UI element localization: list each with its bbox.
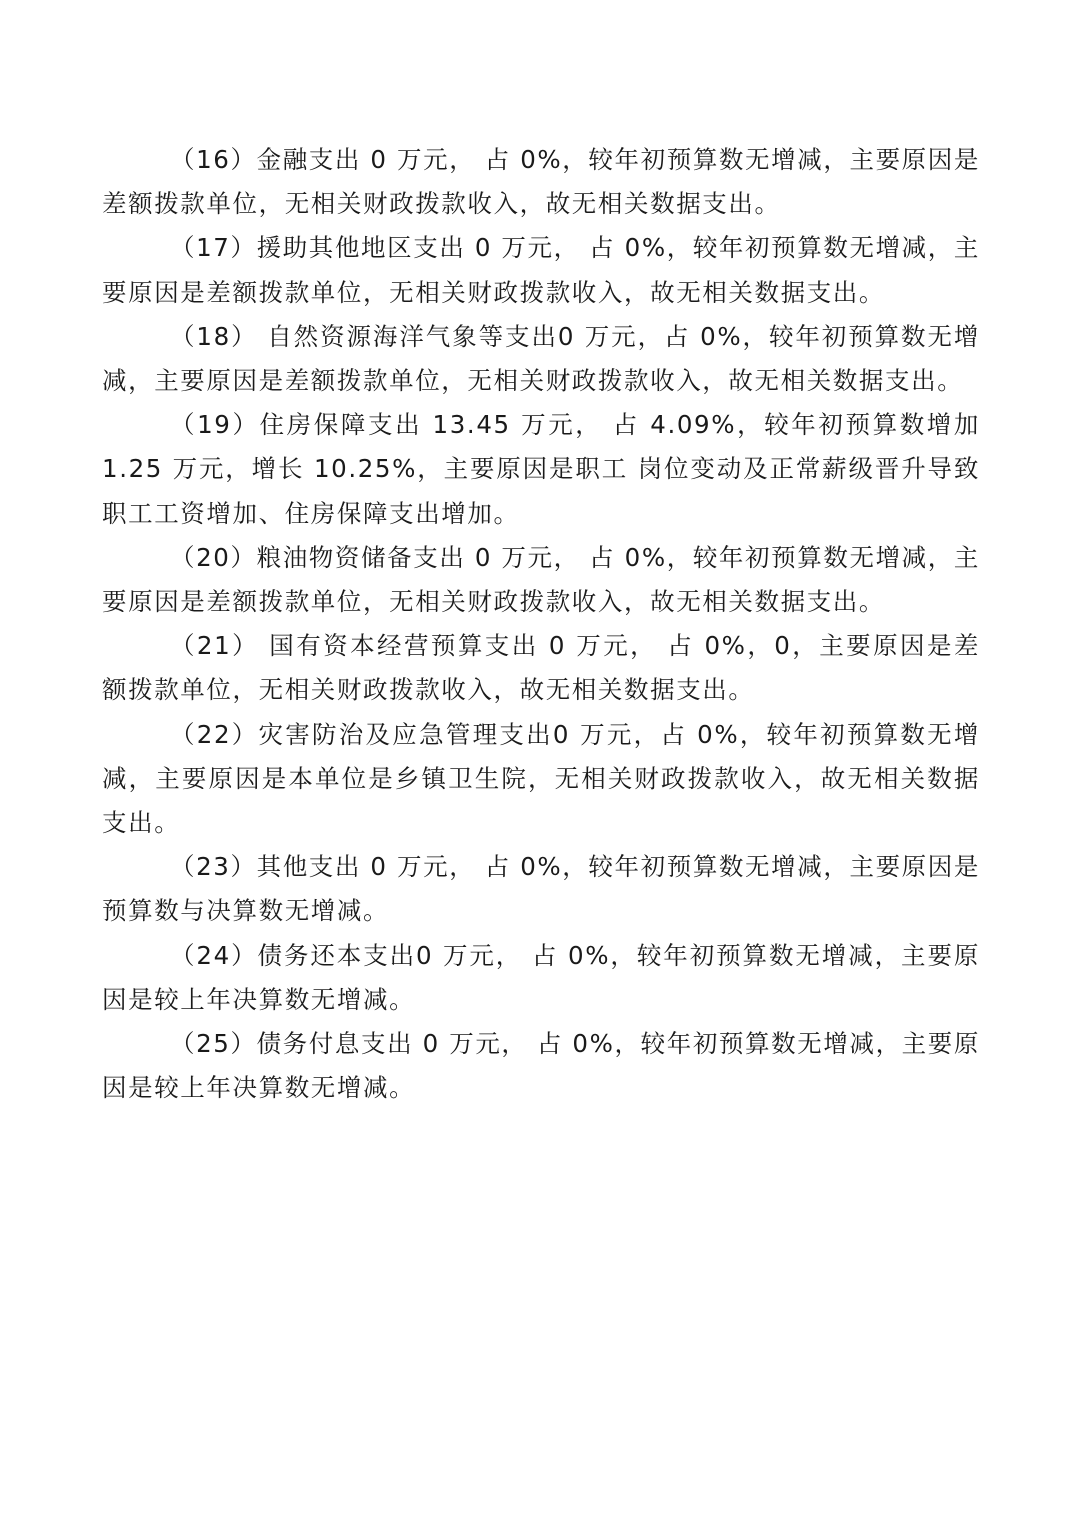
paragraph-16: （16）金融支出 0 万元， 占 0%，较年初预算数无增减，主要原因是差额拨款单位，无相关财政拨款收入，故无相关数据支出。 [102, 145, 980, 219]
document-body [102, 138, 980, 1110]
paragraph-18: （18） 自然资源海洋气象等支出0 万元，占 0%，较年初预算数无增减，主要原因是差额拨款单位，无相关财政拨款收入，故无相关数据支出。 [102, 321, 980, 396]
paragraph-25: （25）债务付息支出 0 万元， 占 0%，较年初预算数无增减，主要原因是较上年决算数无增减。 [102, 1029, 980, 1103]
paragraph-19: （19）住房保障支出 13.45 万元， 占 4.09%，较年初预算数增加1.25 万元，增长 10.25%，主要原因是职工 岗位变动及正常薪级晋升导致职工工资增加、住房保障支出增加。 [102, 410, 980, 528]
paragraph-24: （24）债务还本支出0 万元， 占 0%，较年初预算数无增减，主要原因是较上年决算数无增减。 [102, 940, 980, 1014]
paragraph-23: （23）其他支出 0 万元， 占 0%，较年初预算数无增减，主要原因是预算数与决算数无增减。 [102, 852, 980, 926]
paragraph-20: （20）粮油物资储备支出 0 万元， 占 0%，较年初预算数无增减，主要原因是差额拨款单位，无相关财政拨款收入，故无相关数据支出。 [102, 542, 980, 617]
paragraph-22: （22）灾害防治及应急管理支出0 万元，占 0%，较年初预算数无增减，主要原因是本单位是乡镇卫生院，无相关财政拨款收入，故无相关数据支出。 [102, 719, 980, 838]
paragraph-17: （17）援助其他地区支出 0 万元， 占 0%，较年初预算数无增减，主要原因是差额拨款单位，无相关财政拨款收入，故无相关数据支出。 [102, 233, 980, 307]
paragraph-21: （21） 国有资本经营预算支出 0 万元， 占 0%，0，主要原因是差额拨款单位，无相关财政拨款收入，故无相关数据支出。 [102, 631, 980, 705]
